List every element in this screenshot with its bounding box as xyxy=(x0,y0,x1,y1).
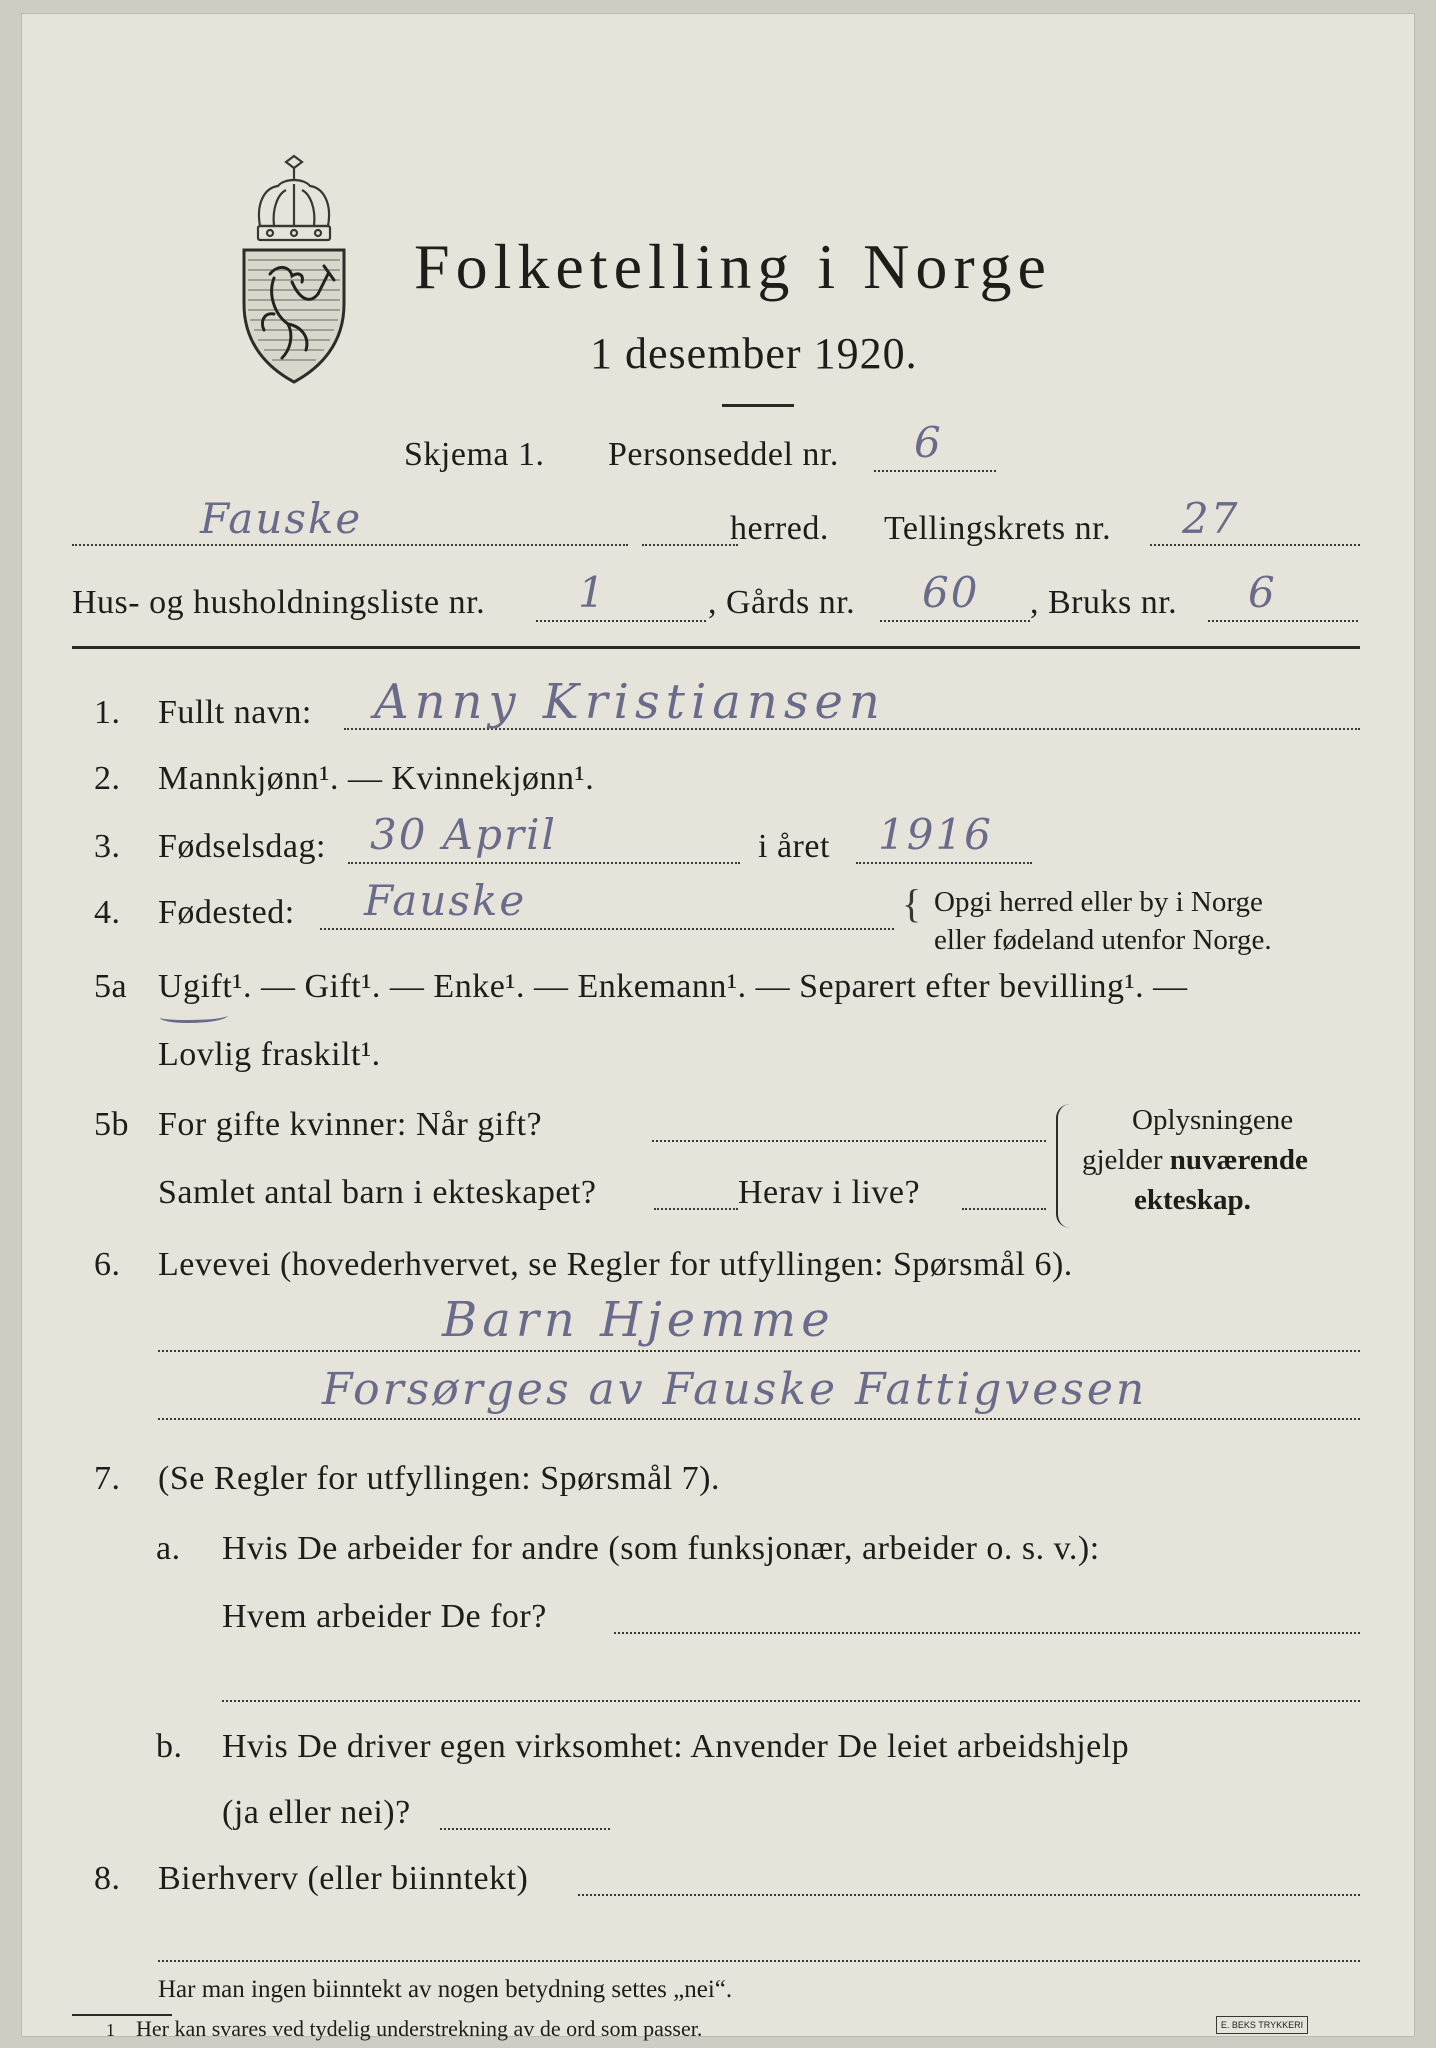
full-name-label: Fullt navn: xyxy=(158,694,312,731)
herred-value[interactable]: Fauske xyxy=(200,494,363,543)
marital-status-options-2: Lovlig fraskilt¹. xyxy=(158,1036,381,1073)
alive-count-label: Herav i live? xyxy=(738,1174,921,1211)
q7-label: (Se Regler for utfyllingen: Spørsmål 7). xyxy=(158,1460,721,1497)
census-form-page: Folketelling i Norge 1 desember 1920. Skjema 1. Personseddel nr. 6 Fauske herred. Tellingskrets nr. 27 Hus- og husholdningsliste nr. 1 , Gårds nr. 60 , Bruks nr. 6 1. Fullt navn: Anny Kristiansen 2. Mannkjønn¹. — Kvinnekjønn¹. 3. Fødselsdag: 30 April i året 1916 4. Fødested: Fauske { Opgi herred eller by i Norge eller fødeland utenfor Norge. 5a Ugift¹. — Gift¹. — Enke¹. — Enkemann¹. — Separert efter bevilling¹. — Lovlig fraskilt¹. 5b For gifte kvinner: Når gift? Samlet antal barn i ekteskapet? Herav i live? Oplysningene gjelder nuværende ekteskap. 6. Levevei (hovederhvervet, se Regler for utfyllingen: Spørsmål 6). Barn Hjemme Forsørges av Fauske Fattigvesen 7. (Se Regler for utfyllingen: Spørsmål 7). a. Hvis De arbeider for andre (som funksjonær, arbeider o. s. v.): Hvem arbeider De for? b. Hvis De driver egen virksomhet: Anvender De leiet arbeidshjelp (ja eller nei)? 8. Bierhverv (eller biinntekt) Har man ingen biinntekt av nogen betydning settes „nei“. 1 Her kan svares ved tydelig understrekning av de ord som passer. E. BEKS TRYKKERI xyxy=(22,14,1414,2036)
q7-b-letter: b. xyxy=(156,1728,183,1765)
bruks-value[interactable]: 6 xyxy=(1248,568,1277,617)
q7-b-question: Hvis De driver egen virksomhet: Anvender De leiet arbeidshjelp xyxy=(222,1728,1130,1765)
footnote-number: 1 xyxy=(106,2020,115,2040)
birthplace-label: Fødested: xyxy=(158,894,295,931)
form-date: 1 desember 1920. xyxy=(590,329,918,378)
husliste-value[interactable]: 1 xyxy=(578,568,607,617)
children-count-label: Samlet antal barn i ekteskapet? xyxy=(158,1174,597,1211)
question-number: 4. xyxy=(94,894,121,931)
question-number: 1. xyxy=(94,694,121,731)
birthplace-note-1: Opgi herred eller by i Norge xyxy=(934,886,1263,918)
occupation-value-1[interactable]: Barn Hjemme xyxy=(442,1292,835,1348)
footer-note: Har man ingen biinntekt av nogen betydning settes „nei“. xyxy=(158,1976,733,2003)
question-number: 5a xyxy=(94,968,128,1005)
birthdate-value[interactable]: 30 April xyxy=(370,810,557,859)
occupation-label: Levevei (hovederhvervet, se Regler for utfyllingen: Spørsmål 6). xyxy=(158,1246,1073,1283)
ugift-underline-mark xyxy=(160,1010,228,1023)
printer-stamp: E. BEKS TRYKKERI xyxy=(1216,2016,1308,2034)
marriage-note-3: ekteskap. xyxy=(1134,1184,1251,1216)
question-number: 6. xyxy=(94,1246,121,1283)
herred-label: herred. xyxy=(730,510,829,547)
title-divider xyxy=(722,404,794,407)
side-income-label: Bierhverv (eller biinntekt) xyxy=(158,1860,529,1897)
q7-a-employer-label: Hvem arbeider De for? xyxy=(222,1598,547,1635)
q7-a-question: Hvis De arbeider for andre (som funksjonær, arbeider o. s. v.): xyxy=(222,1530,1100,1567)
marriage-note-1: Oplysningene xyxy=(1132,1104,1294,1136)
husliste-label: Hus- og husholdningsliste nr. xyxy=(72,584,486,621)
personseddel-label: Personseddel nr. xyxy=(608,436,839,473)
tellingskrets-label: Tellingskrets nr. xyxy=(884,510,1112,547)
q7-b-yesno-label: (ja eller nei)? xyxy=(222,1794,411,1831)
marriage-note-2a: gjelder xyxy=(1082,1144,1170,1176)
gards-label: , Gårds nr. xyxy=(708,584,856,621)
question-number: 8. xyxy=(94,1860,121,1897)
occupation-value-2[interactable]: Forsørges av Fauske Fattigvesen xyxy=(322,1364,1148,1415)
full-name-value[interactable]: Anny Kristiansen xyxy=(374,674,886,730)
birth-year-label: i året xyxy=(758,828,830,865)
question-number: 7. xyxy=(94,1460,121,1497)
married-women-label: For gifte kvinner: Når gift? xyxy=(158,1106,543,1143)
question-number: 3. xyxy=(94,828,121,865)
question-number: 5b xyxy=(94,1106,129,1143)
tellingskrets-value[interactable]: 27 xyxy=(1182,494,1240,543)
q7-a-letter: a. xyxy=(156,1530,181,1567)
marital-status-options: Ugift¹. — Gift¹. — Enke¹. — Enkemann¹. — Separert efter bevilling¹. — xyxy=(158,968,1188,1005)
personseddel-value[interactable]: 6 xyxy=(914,418,943,467)
header-divider xyxy=(72,646,1360,649)
birthdate-label: Fødselsdag: xyxy=(158,828,326,865)
birthplace-value[interactable]: Fauske xyxy=(364,876,527,925)
form-title: Folketelling i Norge xyxy=(414,231,1052,302)
birth-year-value[interactable]: 1916 xyxy=(878,810,993,859)
bruks-label: , Bruks nr. xyxy=(1030,584,1178,621)
footnote-text: Her kan svares ved tydelig understrekning av de ord som passer. xyxy=(136,2016,703,2041)
question-number: 2. xyxy=(94,760,121,797)
coat-of-arms-icon xyxy=(234,154,354,386)
schema-label: Skjema 1. xyxy=(404,436,545,473)
birthplace-note-2: eller fødeland utenfor Norge. xyxy=(934,924,1272,956)
marriage-note-2b: nuværende xyxy=(1169,1144,1308,1176)
gards-value[interactable]: 60 xyxy=(922,568,980,617)
gender-options: Mannkjønn¹. — Kvinnekjønn¹. xyxy=(158,760,595,797)
